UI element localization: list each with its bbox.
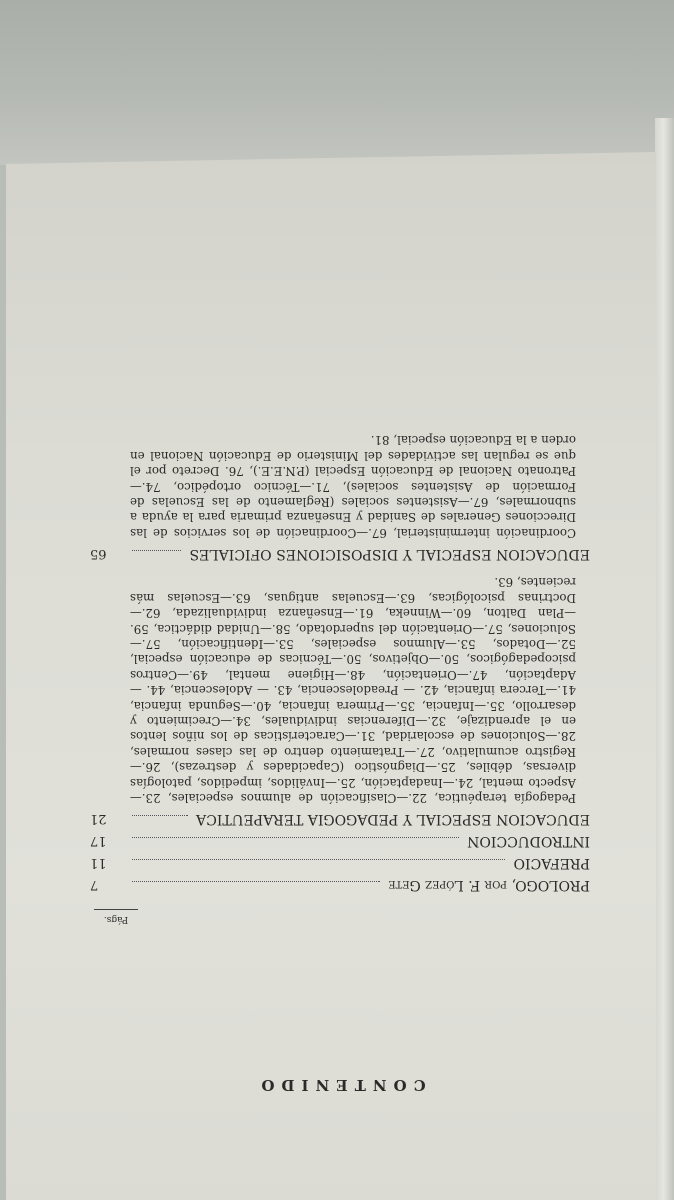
- toc-entry-page: 7: [90, 877, 99, 892]
- toc-entry-page: 65: [90, 545, 107, 561]
- toc-entry: [90, 833, 590, 849]
- background-surface: [0, 0, 674, 165]
- toc-entry-label: INTRODUCCION: [467, 833, 590, 849]
- page-title: CONTENIDO: [254, 1076, 426, 1094]
- toc-entry-label: EDUCACION ESPECIAL Y PEDAGOGIA TERAPEUTICA: [196, 811, 590, 827]
- leader-dots: [132, 859, 505, 861]
- leader-dots: [132, 881, 380, 883]
- leader-dots: [132, 837, 459, 839]
- toc-entry-page: 21: [90, 811, 107, 826]
- toc-entry-page: 17: [90, 833, 107, 848]
- toc-entry-label: PROLOGO, por F. López Gete: [388, 877, 590, 893]
- leader-dots: [132, 550, 181, 552]
- toc-entry-label: EDUCACION ESPECIAL Y DISPOSICIONES OFICIALES: [189, 545, 590, 562]
- toc-entry: [90, 877, 590, 893]
- toc-entry: [90, 546, 590, 562]
- pages-label: Págs.: [94, 909, 138, 924]
- leader-dots: [132, 815, 188, 817]
- toc-entry-page: 11: [90, 855, 107, 870]
- toc-entry-description: Pedagogía terapéutica, 22.—Clasificación de alumnos especiales, 23.—Aspecto mental, 24.—Inadaptación, 25.—Inválidos, impedidos, patologías diversas, débiles, 25.—Diagnóstico (Capacidades y destrezas), 26.—Registro acumulativo, 27.—Tratamiento dentro de las clases normales, 28.—Soluciones de escolaridad, 31.—Características de los niños lentos en el aprendizaje, 32.—Diferencias individuales, 34.—Crecimiento y desarrollo, 35.—Infancia, 35.—Primera infancia, 40.—Segunda infancia, 41.—Tercera infancia, 42. — Preadolescencia, 43. — Adolescencia, 44. — Adaptación, 47.—Orientación, 48.—Higiene mental, 49.—Centros psicopedagógicos, 50.—Objetivos, 50.—Técnicas de educación especial, 52.—Dotados, 53.—Alumnos especiales, 53.—Identificación, 57.—Soluciones, 57.—Orientación del superdotado, 58.—Unidad didáctica, 59.—Plan Dalton, 60.—Winneka, 61.—Enseñanza individualizada, 62.—Doctrinas psicológicas, 63.—Escuelas antiguas, 63.—Escuelas más recientes, 63.: [130, 575, 576, 805]
- toc-entry-label: PREFACIO: [513, 855, 590, 871]
- table-of-contents: [90, 230, 590, 1100]
- toc-entry: [90, 855, 590, 871]
- next-page-edge: [655, 118, 674, 1200]
- toc-entry: [90, 811, 590, 827]
- toc-entry-description: Coordinación interministerial, 67.—Coordinación de los servicios de las Direcciones Generales de Sanidad y Enseñanza primaria para la ayuda a subnormales, 67.—Asistentes sociales (Reglamento de las Escuelas de Formación de Asistentes sociales), 71.—Técnico ortopédico, 74.—Patronato Nacional de Educación Especial (P.N.E.E.), 76. Decreto por el que se regulan las actividades del Ministerio de Educación Nacional en orden a la Educación especial, 81.: [130, 433, 576, 540]
- pages-header: [90, 909, 590, 924]
